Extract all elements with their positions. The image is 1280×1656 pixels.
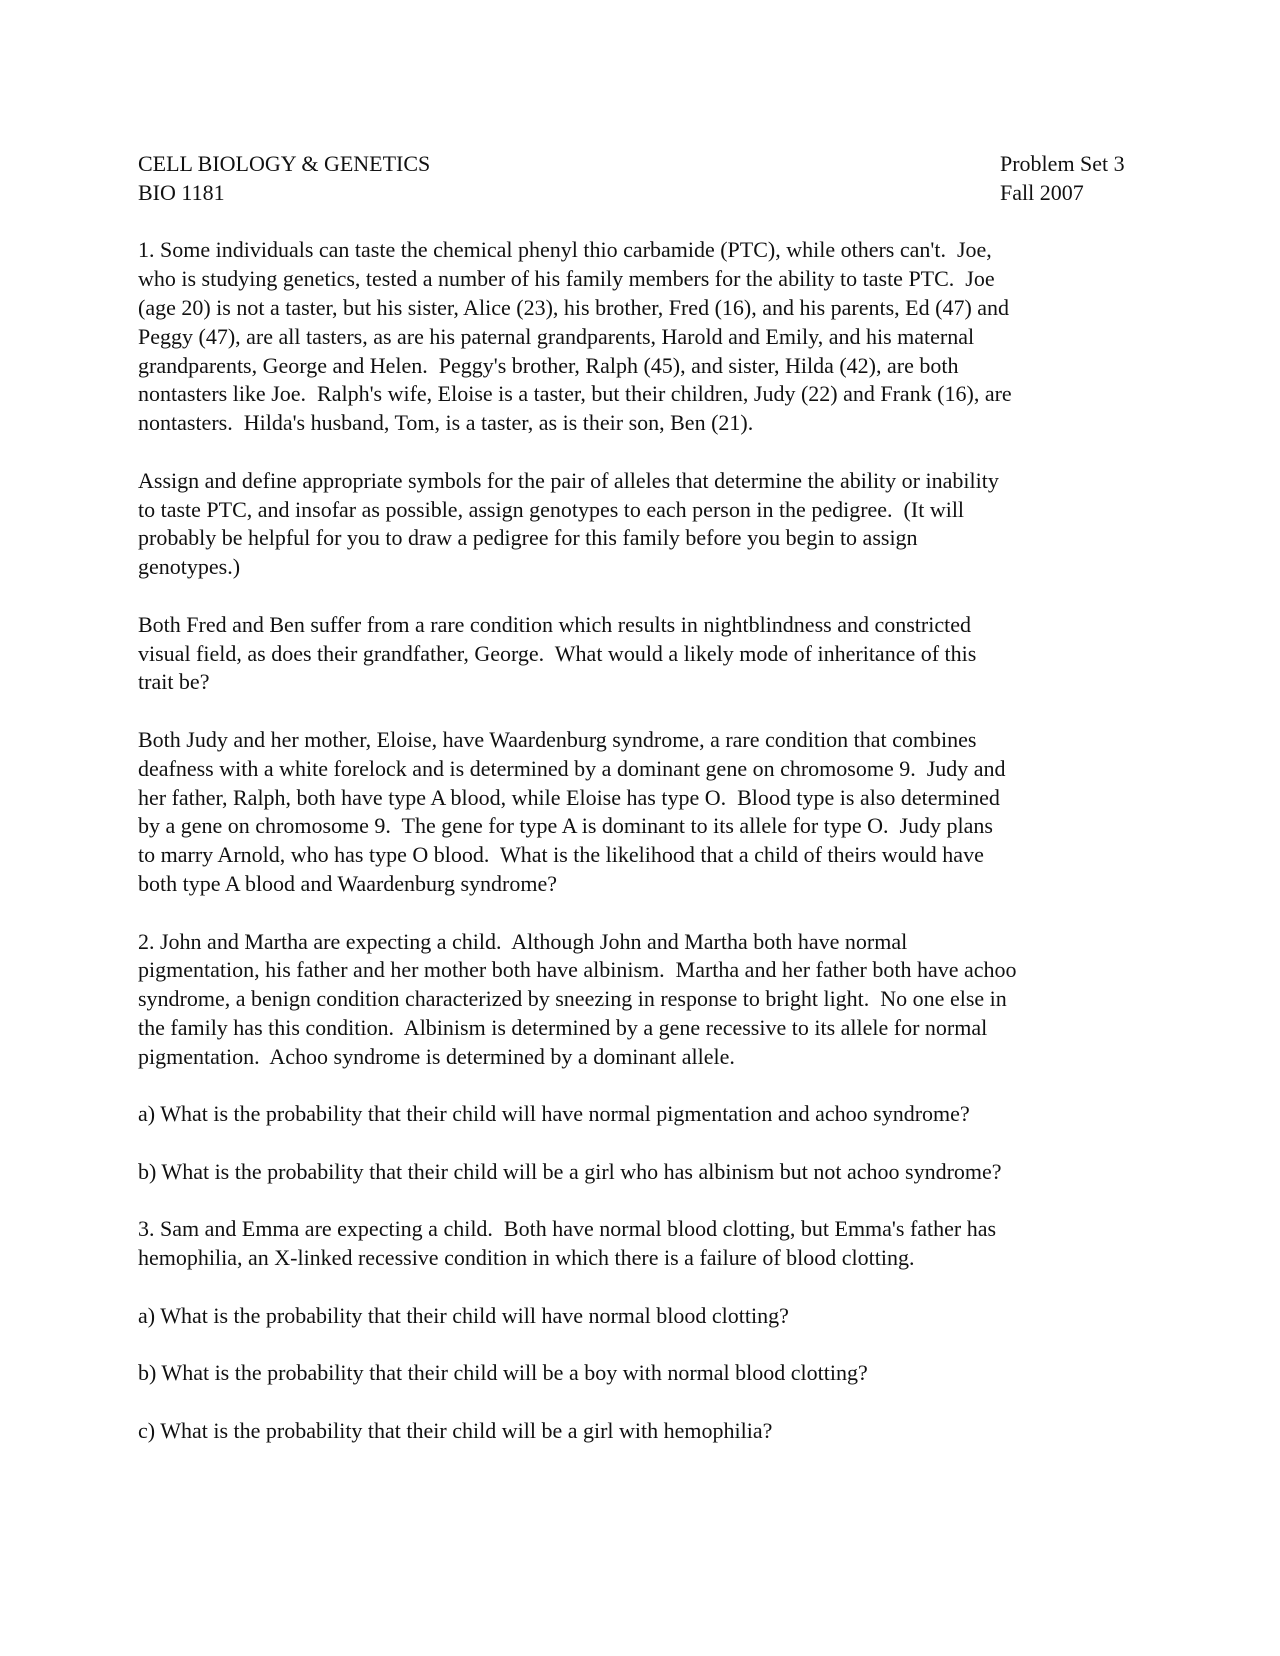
text-line: hemophilia, an X-linked recessive condition in which there is a failure of blood clotting. bbox=[138, 1245, 915, 1271]
text-line: Both Fred and Ben suffer from a rare condition which results in nightblindness and constricted bbox=[138, 611, 971, 637]
paragraph bbox=[138, 726, 1138, 899]
text-line: probably be helpful for you to draw a pedigree for this family before you begin to assign bbox=[138, 525, 918, 551]
text-line: (age 20) is not a taster, but his sister, Alice (23), his brother, Fred (16), and his parents, Ed (47) and bbox=[138, 294, 1010, 320]
text-line: pigmentation. Achoo syndrome is determined by a dominant allele. bbox=[138, 1043, 735, 1069]
text-line: syndrome, a benign condition characterized by sneezing in response to bright light. No one else in bbox=[138, 986, 1007, 1012]
text-line: genotypes.) bbox=[138, 554, 241, 580]
text-line: to marry Arnold, who has type O blood. What is the likelihood that a child of theirs would have bbox=[138, 842, 984, 868]
paragraph bbox=[138, 1302, 1138, 1331]
paragraph bbox=[138, 236, 1138, 438]
text-line: both type A blood and Waardenburg syndrome? bbox=[138, 870, 558, 896]
document-header bbox=[138, 150, 1138, 208]
text-line: the family has this condition. Albinism is determined by a gene recessive to its allele for normal bbox=[138, 1014, 988, 1040]
text-line: her father, Ralph, both have type A blood, while Eloise has type O. Blood type is also determined bbox=[138, 784, 1000, 810]
text-line: nontasters like Joe. Ralph's wife, Eloise is a taster, but their children, Judy (22) and Frank (16), are bbox=[138, 381, 1012, 407]
text-line: 2. John and Martha are expecting a child. Although John and Martha both have normal bbox=[138, 928, 908, 954]
text-line: Assign and define appropriate symbols for the pair of alleles that determine the ability or inability bbox=[138, 467, 999, 493]
text-line: c) What is the probability that their child will be a girl with hemophilia? bbox=[138, 1418, 773, 1444]
course-title: CELL BIOLOGY & GENETICS bbox=[138, 151, 431, 176]
text-line: to taste PTC, and insofar as possible, assign genotypes to each person in the pedigree. (It will bbox=[138, 496, 965, 522]
paragraph bbox=[138, 1359, 1138, 1388]
problem-set-title: Problem Set 3 bbox=[1000, 151, 1125, 176]
text-line: 3. Sam and Emma are expecting a child. Both have normal blood clotting, but Emma's father has bbox=[138, 1216, 997, 1242]
course-code: BIO 1181 bbox=[138, 179, 225, 205]
text-line: Both Judy and her mother, Eloise, have Waardenburg syndrome, a rare condition that combines bbox=[138, 726, 977, 752]
text-line: Peggy (47), are all tasters, as are his paternal grandparents, Harold and Emily, and his maternal bbox=[138, 323, 975, 349]
text-line: deafness with a white forelock and is determined by a dominant gene on chromosome 9. Judy and bbox=[138, 755, 1006, 781]
text-line: a) What is the probability that their child will have normal pigmentation and achoo syndrome? bbox=[138, 1101, 970, 1127]
text-line: trait be? bbox=[138, 669, 210, 695]
paragraph bbox=[138, 928, 1138, 1072]
header-row-1 bbox=[138, 150, 1138, 179]
text-line: nontasters. Hilda's husband, Tom, is a taster, as is their son, Ben (21). bbox=[138, 410, 754, 436]
paragraph bbox=[138, 467, 1138, 582]
text-line: 1. Some individuals can taste the chemical phenyl thio carbamide (PTC), while others can't. Joe, bbox=[138, 237, 992, 263]
paragraph bbox=[138, 1100, 1138, 1129]
text-line: b) What is the probability that their child will be a boy with normal blood clotting? bbox=[138, 1360, 868, 1386]
paragraph bbox=[138, 1215, 1138, 1273]
text-line: visual field, as does their grandfather, George. What would a likely mode of inheritance of this bbox=[138, 640, 977, 666]
paragraph bbox=[138, 1417, 1138, 1446]
text-line: pigmentation, his father and her mother both have albinism. Martha and her father both have achoo bbox=[138, 957, 1017, 983]
document-page bbox=[138, 150, 1138, 1475]
text-line: b) What is the probability that their child will be a girl who has albinism but not achoo syndrome? bbox=[138, 1158, 1002, 1184]
header-row-2 bbox=[138, 179, 1138, 208]
text-line: by a gene on chromosome 9. The gene for type A is dominant to its allele for type O. Judy plans bbox=[138, 813, 993, 839]
text-line: a) What is the probability that their child will have normal blood clotting? bbox=[138, 1302, 789, 1328]
paragraph bbox=[138, 1158, 1138, 1187]
paragraph bbox=[138, 611, 1138, 697]
term-label: Fall 2007 bbox=[1000, 179, 1084, 205]
text-line: grandparents, George and Helen. Peggy's brother, Ralph (45), and sister, Hilda (42), are both bbox=[138, 352, 959, 378]
document-body bbox=[138, 236, 1138, 1445]
text-line: who is studying genetics, tested a number of his family members for the ability to taste PTC. Joe bbox=[138, 266, 995, 292]
